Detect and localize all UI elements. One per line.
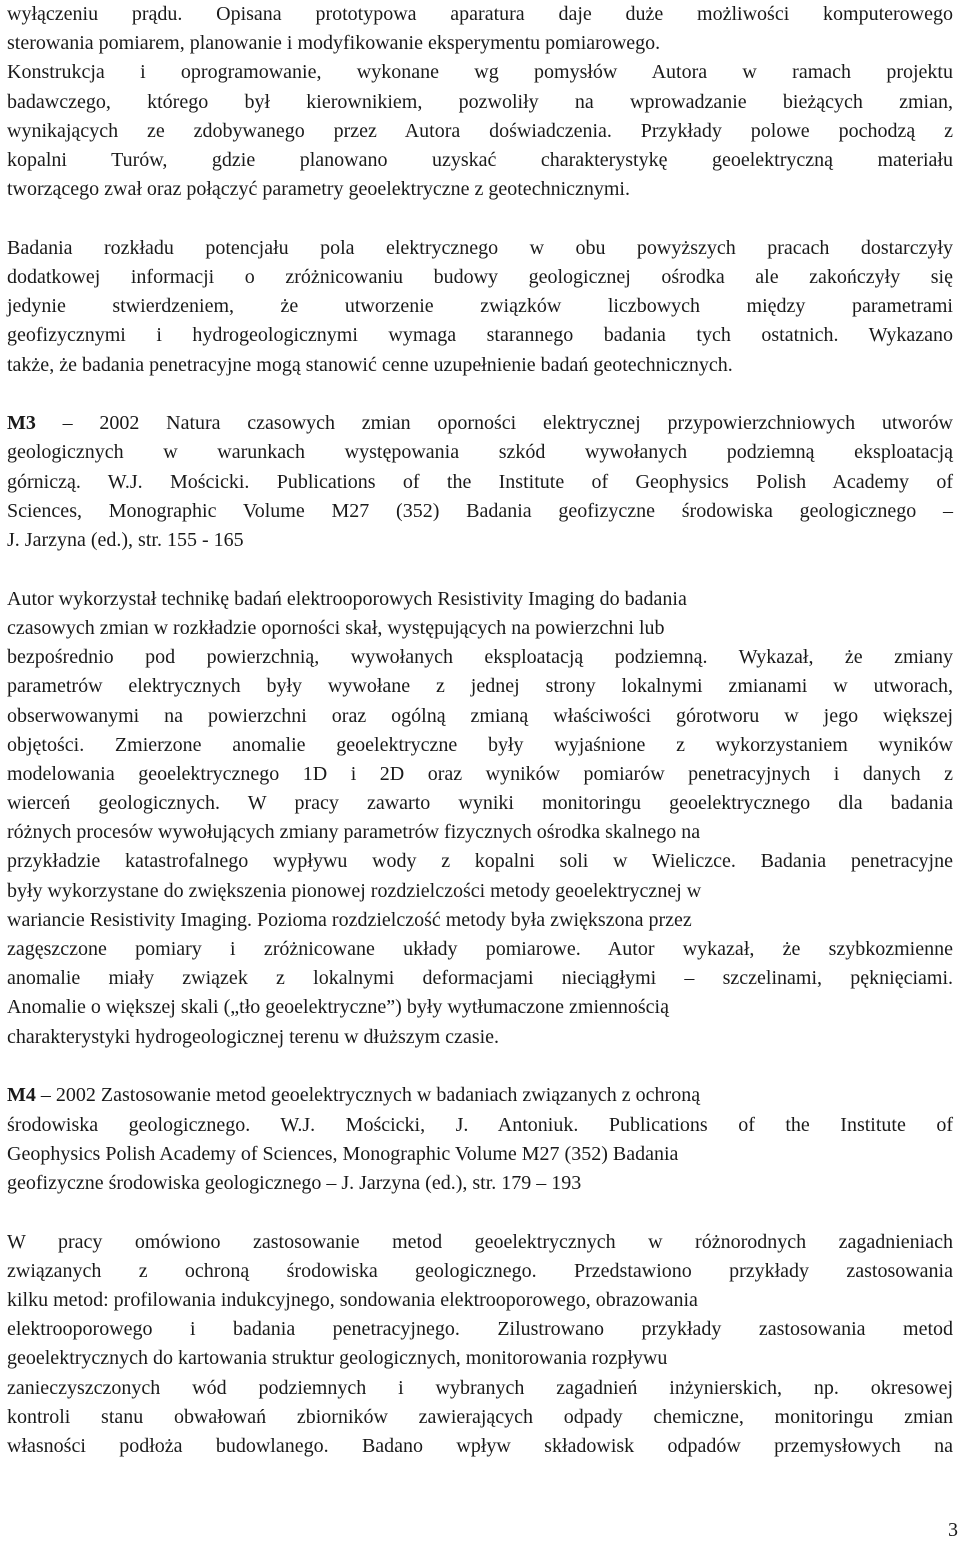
text-line: także, że badania penetracyjne mogą stanowić cenne uzupełnienie badań geotechnicznych. bbox=[7, 353, 733, 376]
reference-title-text: – 2002 Natura czasowych zmian oporności elektrycznej przypowierzchniowych utworów bbox=[35, 412, 953, 435]
text-line: kopalni Turów, gdzie planowano uzyskać charakterystykę geoelektryczną materiału bbox=[7, 148, 953, 171]
text-line: sterowania pomiarem, planowanie i modyfikowanie eksperymentu pomiarowego. bbox=[7, 32, 661, 55]
text-line: geologicznych w warunkach występowania szkód wywołanych podziemną eksploatacją bbox=[7, 441, 953, 464]
text-line: geofizyczne środowiska geologicznego – J. Jarzyna (ed.), str. 179 – 193 bbox=[7, 1171, 582, 1194]
text-line: związanych z ochroną środowiska geologicznego. Przedstawiono przykłady zastosowania bbox=[7, 1259, 953, 1282]
text-line: były wykorzystane do zwiększenia pionowej rozdzielczości metody geoelektrycznej w bbox=[7, 879, 702, 902]
text-line: własności podłoża budowlanego. Badano wpływ składowisk odpadów przemysłowych na bbox=[7, 1435, 953, 1457]
paragraph-gap bbox=[7, 1198, 953, 1228]
text-line: elektrooporowego i badania penetracyjnego. Zilustrowano przykłady zastosowania metod bbox=[7, 1318, 953, 1341]
text-line: geofizycznymi i hydrogeologicznymi wymaga starannego badania tych ostatnich. Wykazano bbox=[7, 324, 953, 347]
document-page bbox=[7, 0, 953, 1461]
text-line: Sciences, Monographic Volume M27 (352) Badania geofizyczne środowiska geologicznego – bbox=[7, 499, 953, 522]
paragraph-environmental-applications bbox=[7, 1228, 953, 1462]
text-line: badawczego, którego był kierownikiem, pozwoliły na wprowadzanie bieżących zmian, bbox=[7, 90, 953, 113]
text-line: wynikających ze zdobywanego przez Autora doświadczenia. Przykłady polowe pochodzą z bbox=[7, 119, 953, 142]
text-line: środowiska geologicznego. W.J. Mościcki, J. Antoniuk. Publications of the Institute of bbox=[7, 1113, 953, 1136]
paragraph-gap bbox=[7, 555, 953, 585]
paragraph-potential-distribution bbox=[7, 234, 953, 380]
paragraph-apparatus-description bbox=[7, 0, 953, 204]
text-line: J. Jarzyna (ed.), str. 155 - 165 bbox=[7, 529, 244, 552]
text-line: kilku metod: profilowania indukcyjnego, sondowania elektrooporowego, obrazowania bbox=[7, 1289, 698, 1312]
text-line: obserwowanymi na powierzchni oraz ogólną zmianą właściwości górotworu w jego większej bbox=[7, 704, 953, 727]
text-line: objętości. Zmierzone anomalie geoelektryczne były wyjaśnione z wykorzystaniem wyników bbox=[7, 733, 953, 756]
paragraph-gap bbox=[7, 380, 953, 410]
text-line: dodatkowej informacji o zróżnicowaniu budowy geologicznej ośrodka ale zakończyły się bbox=[7, 266, 953, 289]
text-line: jedynie stwierdzeniem, że utworzenie związków liczbowych między parametrami bbox=[7, 295, 953, 318]
text-line: geoelektrycznych do kartowania struktur geologicznych, monitorowania rozpływu bbox=[7, 1347, 668, 1370]
text-line: wyłączeniu prądu. Opisana prototypowa aparatura daje duże możliwości komputerowego bbox=[7, 3, 953, 25]
text-line: zagęszczone pomiary i zróżnicowane układy pomiarowe. Autor wykazał, że szybkozmienne bbox=[7, 938, 953, 961]
paragraph-gap bbox=[7, 204, 953, 234]
reference-title-text: – 2002 Zastosowanie metod geoelektrycznych w badaniach związanych z ochroną bbox=[35, 1084, 701, 1107]
reference-entry-m4 bbox=[7, 1081, 953, 1198]
paragraph-resistivity-imaging bbox=[7, 585, 953, 1052]
reference-entry-m3 bbox=[7, 409, 953, 555]
text-line: zanieczyszczonych wód podziemnych i wybranych zagadnień inżynierskich, np. okresowej bbox=[7, 1376, 953, 1399]
text-line: modelowania geoelektrycznego 1D i 2D oraz wyników pomiarów penetracyjnych i danych z bbox=[7, 762, 953, 785]
text-line: górniczą. W.J. Mościcki. Publications of the Institute of Geophysics Polish Academy of bbox=[7, 470, 953, 493]
text-line: parametrów elektrycznych były wywołane z jednej strony lokalnymi zmianami w utworach, bbox=[7, 675, 953, 698]
text-line: wariancie Resistivity Imaging. Pozioma rozdzielczość metody była zwiększona przez bbox=[7, 908, 692, 931]
text-line: kontroli stanu obwałowań zbiorników zawierających odpady chemiczne, monitoringu zmian bbox=[7, 1405, 953, 1428]
text-line: czasowych zmian w rozkładzie oporności skał, występujących na powierzchni lub bbox=[7, 616, 665, 639]
reference-code: M4 bbox=[7, 1084, 36, 1107]
reference-code: M3 bbox=[7, 412, 36, 435]
text-line: W pracy omówiono zastosowanie metod geoelektrycznych w różnorodnych zagadnieniach bbox=[7, 1230, 953, 1253]
text-line: charakterystyki hydrogeologicznej terenu w dłuższym czasie. bbox=[7, 1025, 500, 1048]
text-line: anomalie miały związek z lokalnymi deformacjami nieciągłymi – szczelinami, pęknięciami. bbox=[7, 967, 953, 990]
text-line: Badania rozkładu potencjału pola elektrycznego w obu powyższych pracach dostarczyły bbox=[7, 236, 953, 259]
text-line: Geophysics Polish Academy of Sciences, Monographic Volume M27 (352) Badania bbox=[7, 1142, 679, 1165]
reference-title-line bbox=[7, 1081, 953, 1110]
text-line: Anomalie o większej skali („tło geoelektryczne”) były wytłumaczone zmiennością bbox=[7, 996, 669, 1019]
paragraph-gap bbox=[7, 1052, 953, 1082]
text-line: Autor wykorzystał technikę badań elektrooporowych Resistivity Imaging do badania bbox=[7, 587, 687, 610]
page-number: 3 bbox=[948, 1519, 958, 1541]
text-line: bezpośrednio pod powierzchnią, wywołanych eksploatacją podziemną. Wykazał, że zmiany bbox=[7, 646, 953, 669]
text-line: przykładzie katastrofalnego wypływu wody z kopalni soli w Wieliczce. Badania penetracyjne bbox=[7, 850, 953, 873]
text-line: wierceń geologicznych. W pracy zawarto wyniki monitoringu geoelektrycznego dla badania bbox=[7, 792, 953, 815]
text-line: Konstrukcja i oprogramowanie, wykonane wg pomysłów Autora w ramach projektu bbox=[7, 61, 953, 84]
reference-title-line bbox=[7, 409, 953, 438]
text-line: tworzącego zwał oraz połączyć parametry geoelektryczne z geotechnicznymi. bbox=[7, 178, 630, 201]
text-line: różnych procesów wywołujących zmiany parametrów fizycznych ośrodka skalnego na bbox=[7, 821, 701, 844]
